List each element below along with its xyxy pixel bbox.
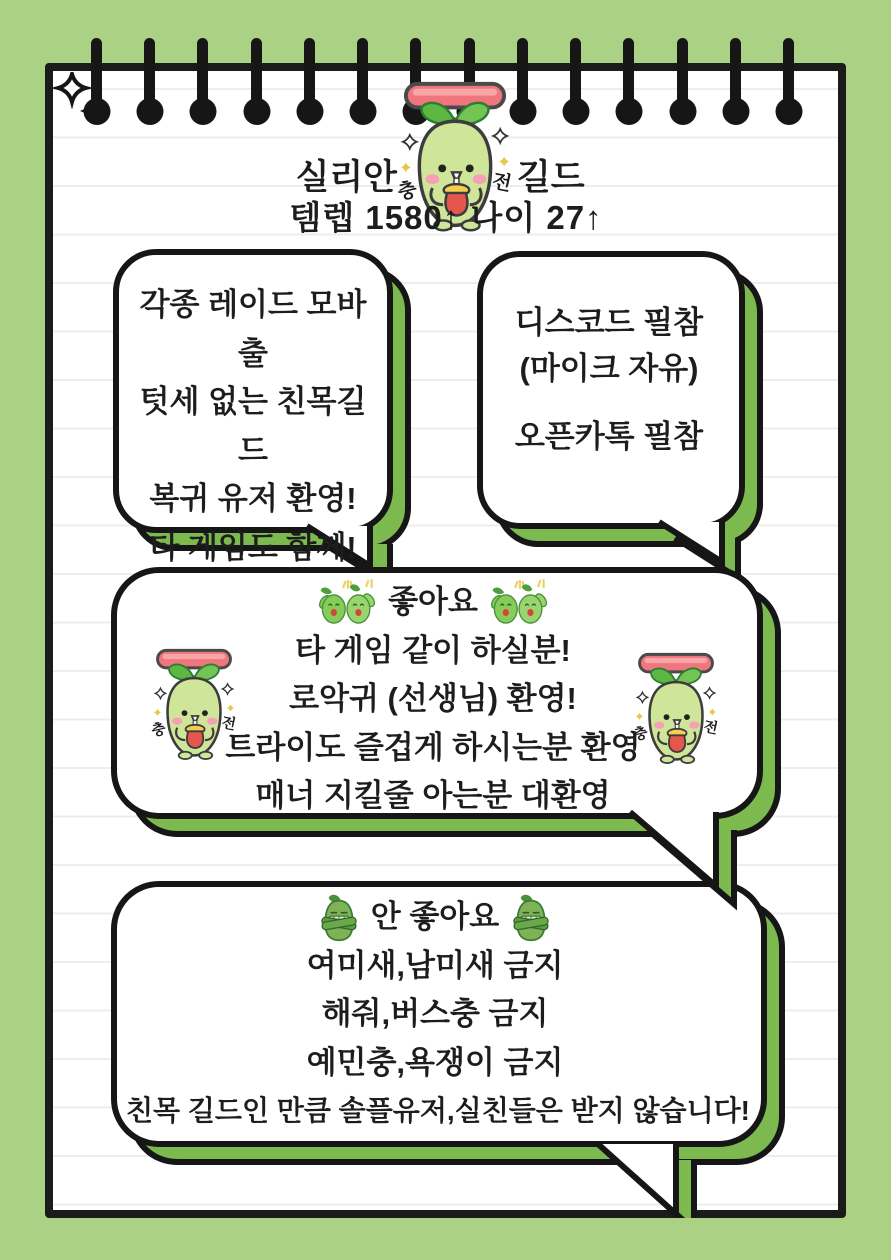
spiral-binding-pin — [357, 38, 368, 104]
cheering-sprouts-icon — [318, 579, 376, 625]
bubble-line: 여미새,남미새 금지 — [306, 947, 564, 983]
bubble-line: 해줘,버스충 금지 — [321, 996, 549, 1031]
grumpy-sprout-icon — [511, 892, 551, 942]
spiral-binding-pin — [251, 38, 262, 104]
bubble-line: 타 게임도 함께! — [149, 529, 357, 565]
bubble-likes-header — [126, 578, 740, 627]
bubble-line: 복귀 유저 환영! — [149, 481, 357, 516]
bubble-line: 오픈카톡 필참 — [514, 419, 704, 454]
guild-name-left: 실리안 — [295, 158, 397, 197]
spiral-binding-pin — [144, 38, 155, 104]
bubble-line: 트라이도 즐겁게 하시는분 환영 — [225, 729, 641, 765]
bubble-likes-title: 좋아요 — [388, 584, 478, 619]
spiral-binding-pin — [730, 38, 741, 104]
bubble-line: 텃세 없는 친목길드 — [139, 384, 367, 468]
bubble-line: 각종 레이드 모바출 — [139, 287, 367, 371]
bubble-dislikes-footer: 친목 길드인 만큼 솔플유저,실친들은 받지 않습니다! — [126, 1095, 751, 1126]
spiral-binding-pin — [677, 38, 688, 104]
grumpy-sprout-icon — [319, 892, 359, 942]
bubble-dislikes-text — [126, 893, 751, 1136]
sparkle-icon — [52, 72, 106, 126]
bubble-line: 예민충,욕쟁이 금지 — [306, 1044, 564, 1080]
bubble-likes-text — [126, 578, 740, 821]
bubble-requirements-text — [489, 300, 729, 460]
spiral-binding-pin — [197, 38, 208, 104]
bubble-line: 디스코드 필참 — [514, 305, 704, 340]
spiral-binding-pin — [570, 38, 581, 104]
bubble-line: 타 게임 같이 하실분! — [295, 632, 571, 668]
spiral-binding-pin — [304, 38, 315, 104]
guild-name-right: 길드 — [517, 158, 585, 197]
cheering-sprouts-icon — [490, 579, 548, 625]
spiral-binding-pin — [783, 38, 794, 104]
bubble-line: 매너 지킬줄 아는분 대환영 — [255, 778, 611, 813]
bubble-intro-text — [128, 281, 378, 572]
bubble-line: 로악귀 (선생님) 환영! — [289, 681, 577, 716]
bubble-dislikes-title: 안 좋아요 — [370, 899, 500, 934]
spiral-binding-pin — [517, 38, 528, 104]
bubble-line: (마이크 자유) — [519, 351, 699, 386]
guild-requirements-subtitle: 템렙 1580↑ 나이 27↑ — [289, 199, 603, 236]
bubble-dislikes-header — [126, 893, 744, 942]
spiral-binding-pin — [623, 38, 634, 104]
